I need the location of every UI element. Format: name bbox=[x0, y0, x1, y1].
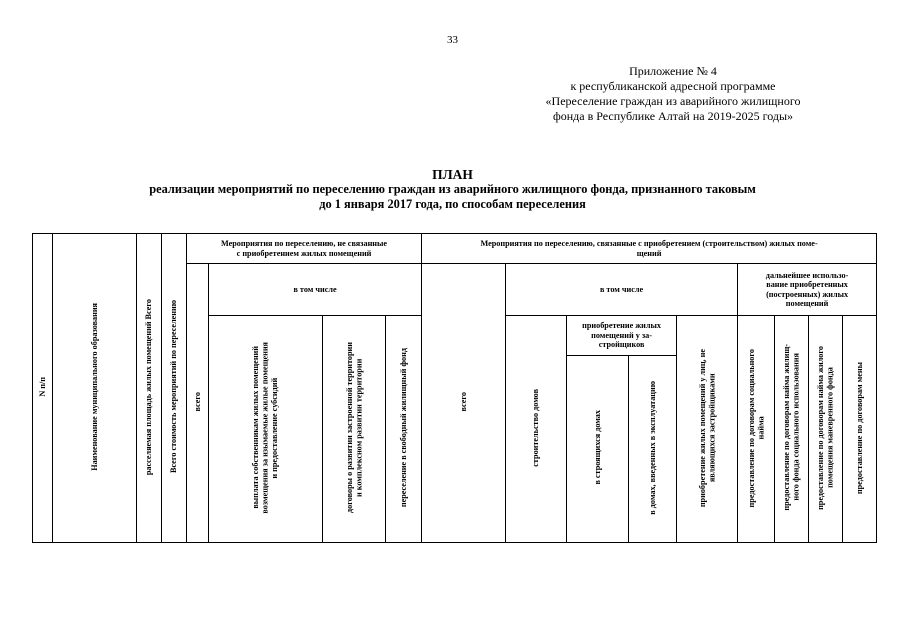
header-total-2 bbox=[422, 264, 506, 543]
header-municipality bbox=[53, 234, 137, 543]
header-municipality-text: Наименование муниципального образования bbox=[89, 302, 99, 471]
header-number-text: N п/п bbox=[37, 376, 47, 397]
header-purchase-from-developers bbox=[567, 316, 677, 356]
header-free-fund-text: переселение в свободный жилищный фонд bbox=[398, 348, 408, 508]
header-social-use-rent-text: предоставление по договорам найма жилищ- ного фонда социального использования bbox=[782, 344, 801, 512]
appendix-line: к республиканской адресной программе bbox=[570, 79, 776, 93]
header-commissioned-text: в домах, введенных в эксплуатацию bbox=[647, 380, 657, 515]
header-area-text: расселяемая площадь жилых помещений Всего bbox=[144, 298, 154, 475]
appendix-line: Приложение № 4 bbox=[629, 64, 717, 78]
appendix-line: «Переселение граждан из аварийного жилищного bbox=[545, 94, 801, 108]
header-social-rent bbox=[738, 316, 775, 543]
header-house-construction-text: строительство домов bbox=[531, 388, 541, 467]
header-further-use-text: дальнейшее использо- вание приобретенных (построенных) жилых помещений bbox=[765, 270, 849, 308]
header-exchange-text: предоставление по договорам мены bbox=[854, 361, 864, 494]
heading-line: до 1 января 2017 года, по способам переселения bbox=[319, 197, 586, 211]
header-social-rent-text: предоставление по договорам социального найма bbox=[746, 348, 766, 507]
page-number: 33 bbox=[447, 34, 458, 46]
header-number bbox=[33, 234, 53, 543]
header-purchase-from-non-developers-text: приобретение жилых помещений у лиц, не являющихся застройщиками bbox=[697, 348, 717, 507]
header-free-fund bbox=[386, 316, 422, 543]
header-maneuver-rent-text: предоставление по договорам найма жилого помещения маневренного фонда bbox=[816, 345, 835, 510]
header-group-not-related bbox=[187, 234, 422, 264]
header-total-1-text: всего bbox=[192, 392, 202, 412]
header-group-related-text: Мероприятия по переселению, связанные с приобретением (строительством) жилых поме- щений bbox=[480, 239, 818, 258]
header-further-use bbox=[738, 264, 877, 316]
header-group-not-related-text: Мероприятия по переселению, не связанные с приобретением жилых помещений bbox=[221, 239, 388, 258]
header-total-1 bbox=[187, 264, 209, 543]
header-commissioned bbox=[629, 356, 677, 543]
header-under-construction-text: в строящихся домах bbox=[592, 410, 602, 486]
header-house-construction bbox=[506, 316, 567, 543]
header-development-agreements-text: договоры о развитии застроенной территории и комплексном развитии территории bbox=[344, 342, 363, 514]
header-including-2 bbox=[506, 264, 738, 316]
document-heading bbox=[40, 167, 865, 212]
appendix-line: фонда в Республике Алтай на 2019-2025 годы» bbox=[552, 109, 794, 123]
header-redemption bbox=[209, 316, 323, 543]
plan-table bbox=[32, 233, 877, 543]
header-maneuver-rent bbox=[809, 316, 843, 543]
header-area bbox=[137, 234, 162, 543]
header-group-related bbox=[422, 234, 877, 264]
header-purchase-from-non-developers bbox=[677, 316, 738, 543]
header-under-construction bbox=[567, 356, 629, 543]
header-total-2-text: всего bbox=[458, 392, 468, 412]
header-cost-text: Всего стоимость мероприятий по переселению bbox=[169, 300, 179, 474]
header-social-use-rent bbox=[775, 316, 809, 543]
header-development-agreements bbox=[323, 316, 386, 543]
heading-line: реализации мероприятий по переселению граждан из аварийного жилищного фонда, признанного таковым bbox=[149, 182, 756, 196]
header-redemption-text: выплата собственникам жилых помещений возмещения за изымаемые жилые помещения и предоставление субсидий bbox=[251, 341, 280, 514]
heading-title: ПЛАН bbox=[432, 167, 473, 182]
header-cost bbox=[162, 234, 187, 543]
header-including-1 bbox=[209, 264, 422, 316]
appendix-block bbox=[500, 64, 846, 124]
header-including-1-text: в том числе bbox=[293, 284, 337, 294]
header-purchase-from-developers-text: приобретение жилых помещений у за- стройщиков bbox=[582, 321, 661, 350]
header-exchange bbox=[843, 316, 877, 543]
header-including-2-text: в том числе bbox=[599, 284, 644, 294]
